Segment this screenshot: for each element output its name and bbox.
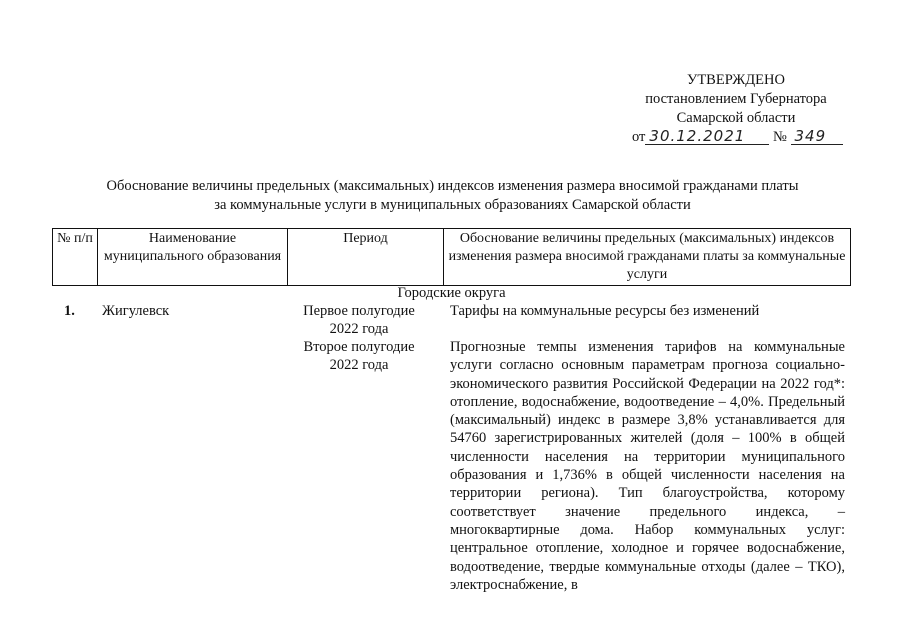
row-municipality: Жигулевск xyxy=(102,303,170,319)
document-title xyxy=(60,177,845,215)
document-title-line-1: Обоснование величины предельных (максимальных) индексов изменения размера вносимой гражданами платы xyxy=(106,178,799,194)
approval-authority: постановлением Губернатора xyxy=(645,91,827,107)
row-justification-2: Прогнозные темпы изменения тарифов на коммунальные услуги согласно основным параметрам прогноза социально-экономического развития Российской Федерации на 2022 год*: отопление, водоснабжение, водоотведение – 4,0%. Предельный (максимальный) индекс в размере 3,8% устанавливается для 54760 зарегистрированных жителей (доля – 100% в общей численности населения на территории муниципального образования и 1,736% в общей численности населения на территории региона). Тип благоустройства, которому соответствует значение предельного индекса, – многоквартирные дома. Набор коммунальных услуг: центральное отопление, холодное и горячее водоснабжение, водоотведение, твердые коммунальные отходы (далее – ТКО), электроснабжение, в xyxy=(450,339,845,593)
approval-region: Самарской области xyxy=(676,110,796,126)
row-period-1: Первое полугодие 2022 года xyxy=(303,303,415,337)
approval-date: 30.12.2021 xyxy=(645,128,769,145)
header-justification: Обоснование величины предельных (максимальных) индексов изменения размера вносимой гражданами платы за коммунальные услуги xyxy=(448,231,846,282)
row-number: 1. xyxy=(64,303,75,319)
header-number: № п/п xyxy=(53,229,98,285)
approval-title: УТВЕРЖДЕНО xyxy=(687,72,785,88)
approval-stamp xyxy=(620,71,852,147)
section-title: Городские округа xyxy=(397,285,506,301)
approval-date-line xyxy=(620,128,852,147)
header-period: Период xyxy=(288,229,444,285)
table-header xyxy=(52,228,851,286)
header-municipality: Наименование муниципального образования xyxy=(98,229,288,285)
number-prefix: № xyxy=(773,129,787,145)
approval-number: 349 xyxy=(791,128,843,145)
date-prefix: от xyxy=(632,129,646,145)
document-title-line-2: за коммунальные услуги в муниципальных образованиях Самарской области xyxy=(214,197,691,213)
row-period-2: Второе полугодие 2022 года xyxy=(303,339,415,373)
row-justification-1: Тарифы на коммунальные ресурсы без изменений xyxy=(450,303,760,319)
